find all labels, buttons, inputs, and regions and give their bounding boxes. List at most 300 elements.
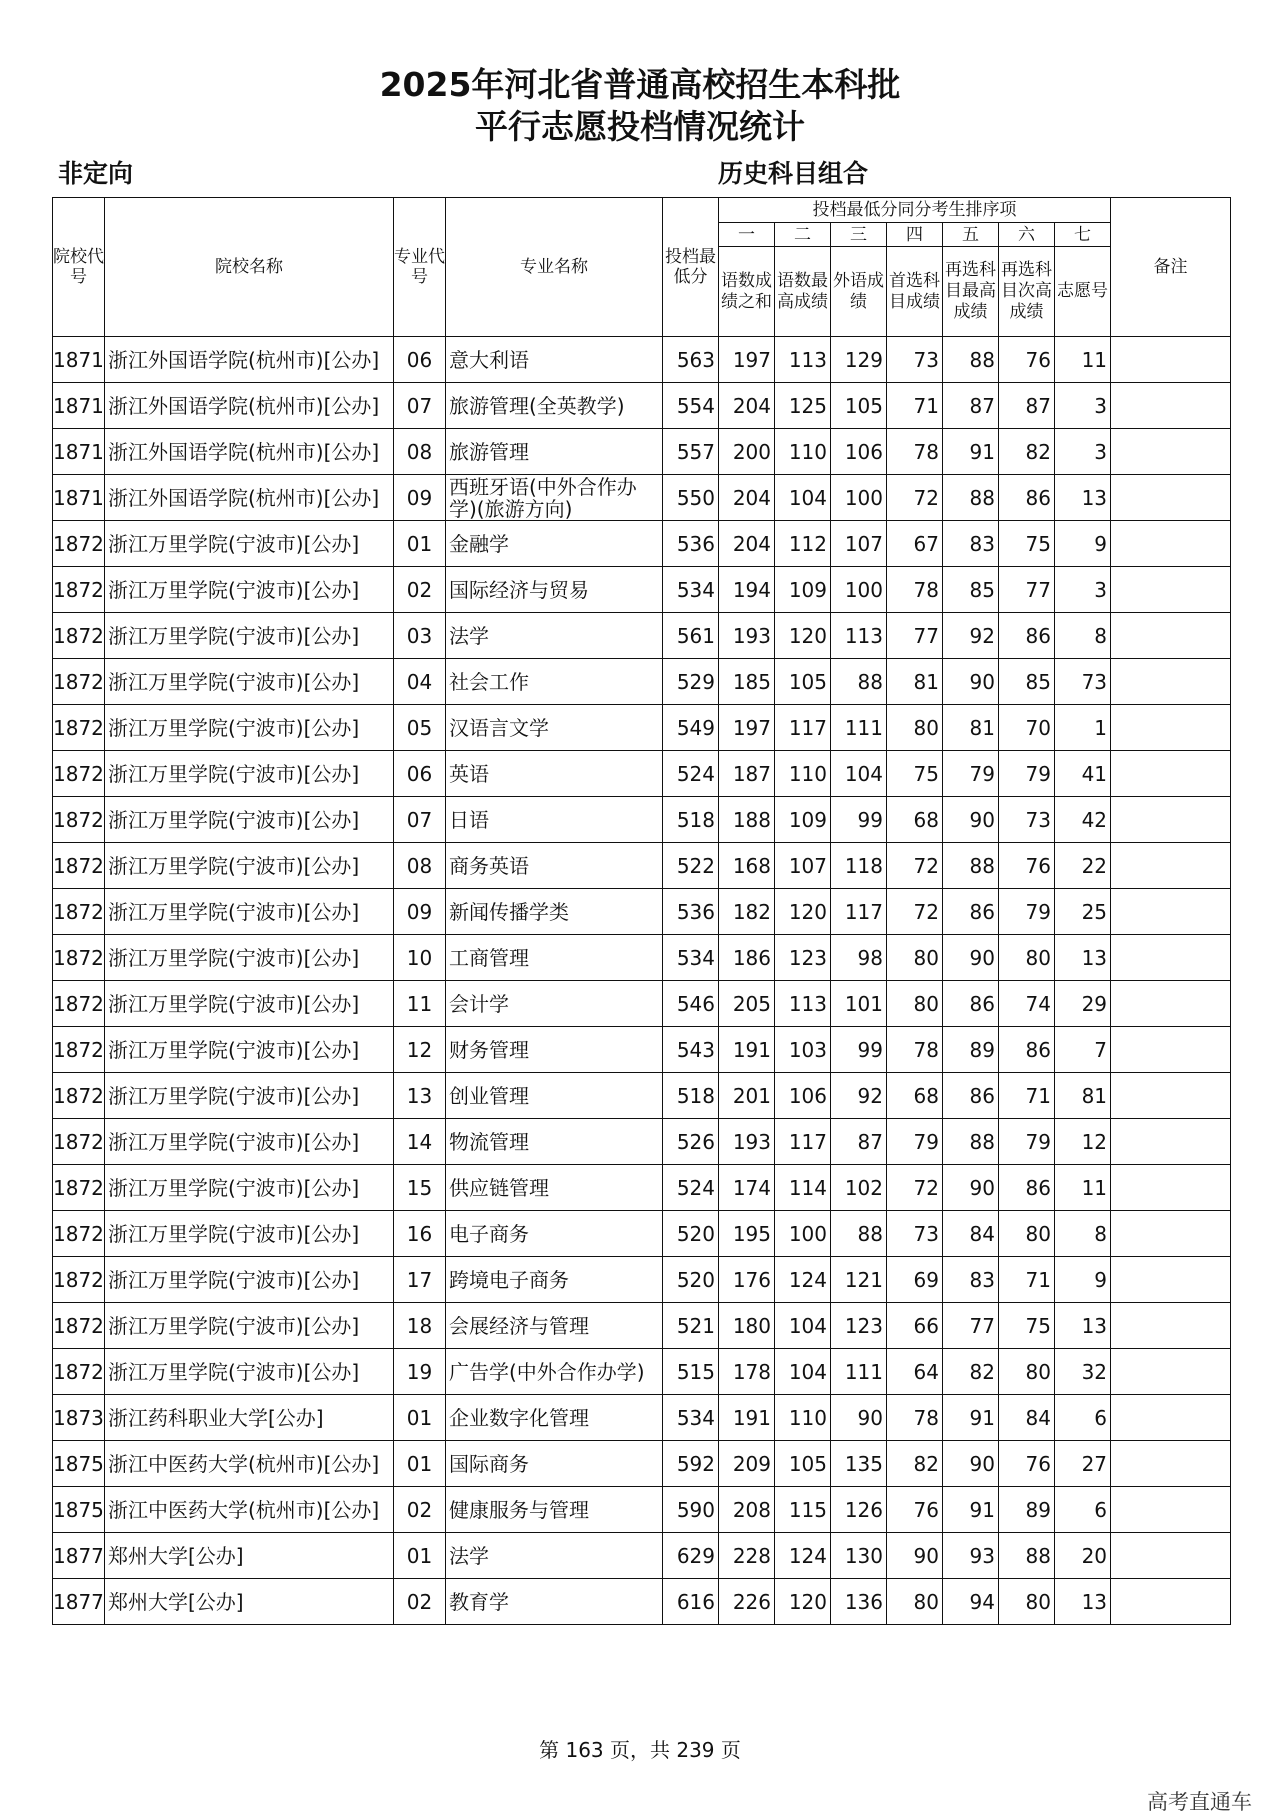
cell-min-score: 518 <box>663 1073 719 1119</box>
cell-tie-4: 77 <box>887 613 943 659</box>
cell-major-name: 物流管理 <box>446 1119 663 1165</box>
cell-school-name: 浙江中医药大学(杭州市)[公办] <box>105 1441 394 1487</box>
cell-tie-7: 12 <box>1055 1119 1111 1165</box>
cell-tie-6: 82 <box>999 429 1055 475</box>
cell-major-name: 财务管理 <box>446 1027 663 1073</box>
cell-tie-4: 90 <box>887 1533 943 1579</box>
cell-min-score: 543 <box>663 1027 719 1073</box>
cell-min-score: 557 <box>663 429 719 475</box>
cell-school-code: 1872 <box>53 751 105 797</box>
cell-tie-1: 182 <box>719 889 775 935</box>
cell-major-code: 04 <box>394 659 446 705</box>
cell-min-score: 520 <box>663 1211 719 1257</box>
table-row <box>53 1533 1231 1579</box>
table-row <box>53 797 1231 843</box>
cell-tie-6: 71 <box>999 1257 1055 1303</box>
cell-school-code: 1871 <box>53 475 105 521</box>
cell-tie-5: 83 <box>943 521 999 567</box>
cell-min-score: 522 <box>663 843 719 889</box>
cell-school-code: 1872 <box>53 659 105 705</box>
cell-tie-6: 79 <box>999 1119 1055 1165</box>
cell-tie-5: 86 <box>943 889 999 935</box>
cell-school-code: 1872 <box>53 1349 105 1395</box>
cell-tie-2: 104 <box>775 475 831 521</box>
cell-major-code: 01 <box>394 521 446 567</box>
cell-tie-7: 3 <box>1055 567 1111 613</box>
cell-tie-7: 13 <box>1055 1303 1111 1349</box>
cell-major-code: 05 <box>394 705 446 751</box>
cell-remark <box>1111 613 1231 659</box>
cell-school-code: 1872 <box>53 1073 105 1119</box>
cell-school-name: 浙江万里学院(宁波市)[公办] <box>105 889 394 935</box>
cell-school-name: 郑州大学[公办] <box>105 1533 394 1579</box>
cell-tie-1: 191 <box>719 1395 775 1441</box>
cell-min-score: 536 <box>663 521 719 567</box>
table-row <box>53 1073 1231 1119</box>
cell-tie-3: 104 <box>831 751 887 797</box>
cell-tie-3: 106 <box>831 429 887 475</box>
cell-remark <box>1111 705 1231 751</box>
cell-remark <box>1111 567 1231 613</box>
cell-major-name: 金融学 <box>446 521 663 567</box>
cell-tie-2: 105 <box>775 1441 831 1487</box>
table-row <box>53 1119 1231 1165</box>
cell-school-name: 浙江万里学院(宁波市)[公办] <box>105 1349 394 1395</box>
cell-major-name: 商务英语 <box>446 843 663 889</box>
cell-school-code: 1872 <box>53 1303 105 1349</box>
cell-tie-6: 75 <box>999 521 1055 567</box>
cell-tie-3: 87 <box>831 1119 887 1165</box>
cell-school-code: 1872 <box>53 1211 105 1257</box>
cell-tie-5: 91 <box>943 429 999 475</box>
cell-min-score: 534 <box>663 1395 719 1441</box>
table-row <box>53 843 1231 889</box>
cell-tie-2: 125 <box>775 383 831 429</box>
cell-tie-1: 209 <box>719 1441 775 1487</box>
cell-school-name: 浙江万里学院(宁波市)[公办] <box>105 567 394 613</box>
cell-school-code: 1877 <box>53 1533 105 1579</box>
cell-tie-3: 113 <box>831 613 887 659</box>
table-row <box>53 889 1231 935</box>
header-tie-item: 语数成绩之和 <box>719 247 775 337</box>
cell-tie-4: 78 <box>887 1027 943 1073</box>
cell-tie-7: 22 <box>1055 843 1111 889</box>
cell-school-name: 浙江万里学院(宁波市)[公办] <box>105 797 394 843</box>
cell-major-code: 19 <box>394 1349 446 1395</box>
cell-tie-3: 102 <box>831 1165 887 1211</box>
cell-remark <box>1111 1441 1231 1487</box>
cell-school-code: 1871 <box>53 429 105 475</box>
cell-tie-6: 87 <box>999 383 1055 429</box>
cell-school-name: 浙江万里学院(宁波市)[公办] <box>105 1073 394 1119</box>
cell-tie-1: 191 <box>719 1027 775 1073</box>
table-row <box>53 337 1231 383</box>
cell-tie-1: 193 <box>719 613 775 659</box>
cell-tie-6: 79 <box>999 889 1055 935</box>
cell-remark <box>1111 797 1231 843</box>
cell-tie-6: 84 <box>999 1395 1055 1441</box>
cell-tie-4: 82 <box>887 1441 943 1487</box>
table-row <box>53 1487 1231 1533</box>
cell-tie-5: 88 <box>943 475 999 521</box>
table-row <box>53 1211 1231 1257</box>
cell-tie-7: 13 <box>1055 1579 1111 1625</box>
cell-tie-6: 80 <box>999 1349 1055 1395</box>
watermark: 高考直通车 <box>1147 1790 1252 1814</box>
cell-tie-5: 84 <box>943 1211 999 1257</box>
cell-tie-1: 180 <box>719 1303 775 1349</box>
cell-school-code: 1877 <box>53 1579 105 1625</box>
cell-tie-7: 32 <box>1055 1349 1111 1395</box>
cell-tie-6: 80 <box>999 935 1055 981</box>
cell-tie-6: 80 <box>999 1579 1055 1625</box>
cell-major-name: 日语 <box>446 797 663 843</box>
cell-major-code: 14 <box>394 1119 446 1165</box>
cell-major-name: 工商管理 <box>446 935 663 981</box>
cell-tie-6: 77 <box>999 567 1055 613</box>
cell-tie-7: 3 <box>1055 429 1111 475</box>
cell-tie-3: 105 <box>831 383 887 429</box>
table-row <box>53 521 1231 567</box>
cell-tie-5: 89 <box>943 1027 999 1073</box>
cell-min-score: 520 <box>663 1257 719 1303</box>
cell-tie-2: 113 <box>775 337 831 383</box>
cell-school-name: 浙江万里学院(宁波市)[公办] <box>105 1303 394 1349</box>
cell-tie-4: 80 <box>887 981 943 1027</box>
cell-major-code: 02 <box>394 1487 446 1533</box>
cell-tie-4: 81 <box>887 659 943 705</box>
cell-remark <box>1111 1073 1231 1119</box>
cell-tie-7: 9 <box>1055 521 1111 567</box>
cell-remark <box>1111 843 1231 889</box>
cell-tie-3: 129 <box>831 337 887 383</box>
cell-school-name: 浙江万里学院(宁波市)[公办] <box>105 1119 394 1165</box>
cell-remark <box>1111 659 1231 705</box>
cell-major-name: 国际经济与贸易 <box>446 567 663 613</box>
cell-tie-6: 75 <box>999 1303 1055 1349</box>
cell-tie-3: 117 <box>831 889 887 935</box>
table-row <box>53 981 1231 1027</box>
cell-school-name: 浙江万里学院(宁波市)[公办] <box>105 935 394 981</box>
cell-tie-4: 72 <box>887 475 943 521</box>
cell-school-name: 浙江外国语学院(杭州市)[公办] <box>105 337 394 383</box>
header-tie-number: 一 <box>719 223 775 247</box>
table-row <box>53 613 1231 659</box>
cell-school-code: 1872 <box>53 705 105 751</box>
cell-tie-7: 73 <box>1055 659 1111 705</box>
cell-tie-1: 204 <box>719 521 775 567</box>
cell-tie-6: 80 <box>999 1211 1055 1257</box>
cell-tie-2: 106 <box>775 1073 831 1119</box>
cell-tie-7: 8 <box>1055 613 1111 659</box>
cell-school-name: 浙江中医药大学(杭州市)[公办] <box>105 1487 394 1533</box>
cell-tie-4: 69 <box>887 1257 943 1303</box>
cell-major-code: 12 <box>394 1027 446 1073</box>
cell-school-name: 浙江万里学院(宁波市)[公办] <box>105 981 394 1027</box>
cell-tie-3: 107 <box>831 521 887 567</box>
cell-min-score: 529 <box>663 659 719 705</box>
cell-tie-2: 120 <box>775 889 831 935</box>
table-row <box>53 935 1231 981</box>
cell-tie-1: 178 <box>719 1349 775 1395</box>
cell-remark <box>1111 889 1231 935</box>
cell-major-name: 会展经济与管理 <box>446 1303 663 1349</box>
page-title-line2: 平行志愿投档情况统计 <box>475 107 805 146</box>
cell-tie-6: 74 <box>999 981 1055 1027</box>
cell-tie-7: 20 <box>1055 1533 1111 1579</box>
cell-tie-5: 88 <box>943 1119 999 1165</box>
cell-tie-6: 79 <box>999 751 1055 797</box>
cell-tie-2: 107 <box>775 843 831 889</box>
subtitle-direction: 非定向 <box>58 159 134 188</box>
cell-school-name: 浙江万里学院(宁波市)[公办] <box>105 521 394 567</box>
cell-tie-4: 66 <box>887 1303 943 1349</box>
cell-school-code: 1872 <box>53 1119 105 1165</box>
cell-tie-2: 103 <box>775 1027 831 1073</box>
cell-major-name: 电子商务 <box>446 1211 663 1257</box>
cell-major-code: 15 <box>394 1165 446 1211</box>
cell-school-name: 浙江万里学院(宁波市)[公办] <box>105 1257 394 1303</box>
cell-tie-1: 205 <box>719 981 775 1027</box>
cell-tie-4: 75 <box>887 751 943 797</box>
header-min-score: 投档最低分 <box>663 198 719 337</box>
cell-remark <box>1111 981 1231 1027</box>
cell-tie-6: 76 <box>999 843 1055 889</box>
cell-tie-4: 72 <box>887 889 943 935</box>
cell-tie-5: 91 <box>943 1395 999 1441</box>
cell-remark <box>1111 383 1231 429</box>
cell-school-code: 1875 <box>53 1441 105 1487</box>
cell-tie-7: 6 <box>1055 1395 1111 1441</box>
cell-min-score: 536 <box>663 889 719 935</box>
cell-tie-7: 9 <box>1055 1257 1111 1303</box>
cell-min-score: 534 <box>663 567 719 613</box>
cell-major-code: 11 <box>394 981 446 1027</box>
cell-school-name: 浙江万里学院(宁波市)[公办] <box>105 613 394 659</box>
cell-tie-3: 135 <box>831 1441 887 1487</box>
cell-tie-3: 98 <box>831 935 887 981</box>
cell-tie-1: 200 <box>719 429 775 475</box>
cell-school-code: 1871 <box>53 383 105 429</box>
table-row <box>53 1165 1231 1211</box>
cell-major-code: 02 <box>394 567 446 613</box>
cell-school-name: 浙江万里学院(宁波市)[公办] <box>105 1027 394 1073</box>
header-tie-item: 志愿号 <box>1055 247 1111 337</box>
cell-tie-3: 136 <box>831 1579 887 1625</box>
cell-tie-1: 195 <box>719 1211 775 1257</box>
cell-tie-3: 101 <box>831 981 887 1027</box>
cell-tie-5: 91 <box>943 1487 999 1533</box>
cell-major-code: 07 <box>394 383 446 429</box>
cell-tie-7: 41 <box>1055 751 1111 797</box>
cell-tie-3: 130 <box>831 1533 887 1579</box>
cell-remark <box>1111 337 1231 383</box>
cell-remark <box>1111 1119 1231 1165</box>
cell-tie-1: 197 <box>719 337 775 383</box>
cell-school-code: 1872 <box>53 981 105 1027</box>
table-row <box>53 659 1231 705</box>
cell-tie-3: 88 <box>831 659 887 705</box>
cell-tie-5: 88 <box>943 843 999 889</box>
cell-tie-7: 29 <box>1055 981 1111 1027</box>
cell-tie-5: 88 <box>943 337 999 383</box>
cell-school-name: 浙江万里学院(宁波市)[公办] <box>105 1165 394 1211</box>
cell-tie-2: 124 <box>775 1257 831 1303</box>
cell-tie-7: 3 <box>1055 383 1111 429</box>
cell-tie-7: 1 <box>1055 705 1111 751</box>
cell-tie-6: 70 <box>999 705 1055 751</box>
table-row <box>53 1579 1231 1625</box>
cell-tie-5: 83 <box>943 1257 999 1303</box>
cell-tie-5: 90 <box>943 935 999 981</box>
cell-tie-5: 87 <box>943 383 999 429</box>
header-tie-group: 投档最低分同分考生排序项 <box>719 198 1111 223</box>
cell-remark <box>1111 521 1231 567</box>
header-major-code: 专业代号 <box>394 198 446 337</box>
cell-remark <box>1111 1027 1231 1073</box>
cell-min-score: 515 <box>663 1349 719 1395</box>
cell-major-code: 01 <box>394 1533 446 1579</box>
cell-tie-4: 80 <box>887 1579 943 1625</box>
cell-min-score: 629 <box>663 1533 719 1579</box>
cell-major-name: 健康服务与管理 <box>446 1487 663 1533</box>
cell-tie-5: 86 <box>943 1073 999 1119</box>
cell-major-name: 会计学 <box>446 981 663 1027</box>
cell-tie-1: 197 <box>719 705 775 751</box>
cell-tie-2: 115 <box>775 1487 831 1533</box>
header-tie-number: 二 <box>775 223 831 247</box>
cell-min-score: 518 <box>663 797 719 843</box>
cell-school-name: 浙江外国语学院(杭州市)[公办] <box>105 475 394 521</box>
cell-tie-1: 194 <box>719 567 775 613</box>
cell-tie-1: 228 <box>719 1533 775 1579</box>
cell-remark <box>1111 1349 1231 1395</box>
cell-remark <box>1111 1211 1231 1257</box>
cell-tie-2: 124 <box>775 1533 831 1579</box>
table-row <box>53 1349 1231 1395</box>
cell-tie-1: 201 <box>719 1073 775 1119</box>
cell-tie-6: 86 <box>999 613 1055 659</box>
cell-min-score: 534 <box>663 935 719 981</box>
cell-min-score: 546 <box>663 981 719 1027</box>
cell-school-code: 1872 <box>53 613 105 659</box>
cell-tie-5: 90 <box>943 797 999 843</box>
cell-tie-5: 90 <box>943 1441 999 1487</box>
cell-remark <box>1111 751 1231 797</box>
cell-major-code: 02 <box>394 1579 446 1625</box>
cell-tie-5: 92 <box>943 613 999 659</box>
cell-tie-5: 85 <box>943 567 999 613</box>
cell-major-name: 广告学(中外合作办学) <box>446 1349 663 1395</box>
cell-school-name: 浙江万里学院(宁波市)[公办] <box>105 1211 394 1257</box>
cell-tie-3: 121 <box>831 1257 887 1303</box>
header-tie-number: 七 <box>1055 223 1111 247</box>
cell-tie-6: 85 <box>999 659 1055 705</box>
cell-major-name: 旅游管理 <box>446 429 663 475</box>
header-school-code: 院校代号 <box>53 198 105 337</box>
cell-tie-1: 226 <box>719 1579 775 1625</box>
cell-major-code: 09 <box>394 475 446 521</box>
cell-school-code: 1872 <box>53 797 105 843</box>
cell-tie-7: 6 <box>1055 1487 1111 1533</box>
cell-tie-5: 93 <box>943 1533 999 1579</box>
cell-tie-1: 208 <box>719 1487 775 1533</box>
cell-remark <box>1111 1395 1231 1441</box>
cell-tie-6: 76 <box>999 337 1055 383</box>
cell-tie-3: 88 <box>831 1211 887 1257</box>
cell-tie-4: 72 <box>887 843 943 889</box>
cell-tie-2: 109 <box>775 567 831 613</box>
cell-tie-3: 100 <box>831 567 887 613</box>
cell-major-code: 08 <box>394 843 446 889</box>
cell-school-code: 1873 <box>53 1395 105 1441</box>
cell-tie-1: 168 <box>719 843 775 889</box>
cell-tie-2: 110 <box>775 751 831 797</box>
cell-tie-7: 11 <box>1055 1165 1111 1211</box>
cell-tie-1: 193 <box>719 1119 775 1165</box>
cell-remark <box>1111 1303 1231 1349</box>
cell-school-name: 浙江外国语学院(杭州市)[公办] <box>105 383 394 429</box>
cell-remark <box>1111 935 1231 981</box>
cell-tie-2: 110 <box>775 1395 831 1441</box>
cell-school-code: 1872 <box>53 1027 105 1073</box>
cell-min-score: 550 <box>663 475 719 521</box>
cell-school-code: 1875 <box>53 1487 105 1533</box>
cell-min-score: 616 <box>663 1579 719 1625</box>
cell-tie-2: 104 <box>775 1349 831 1395</box>
cell-major-name: 意大利语 <box>446 337 663 383</box>
cell-tie-3: 111 <box>831 705 887 751</box>
cell-major-code: 16 <box>394 1211 446 1257</box>
cell-tie-6: 89 <box>999 1487 1055 1533</box>
cell-major-name: 英语 <box>446 751 663 797</box>
cell-remark <box>1111 1165 1231 1211</box>
header-school-name: 院校名称 <box>105 198 394 337</box>
cell-school-code: 1872 <box>53 521 105 567</box>
cell-tie-2: 113 <box>775 981 831 1027</box>
cell-tie-1: 174 <box>719 1165 775 1211</box>
cell-tie-7: 27 <box>1055 1441 1111 1487</box>
cell-tie-7: 13 <box>1055 475 1111 521</box>
cell-tie-4: 78 <box>887 429 943 475</box>
cell-tie-7: 42 <box>1055 797 1111 843</box>
cell-tie-2: 112 <box>775 521 831 567</box>
cell-school-code: 1871 <box>53 337 105 383</box>
cell-min-score: 524 <box>663 1165 719 1211</box>
cell-tie-4: 80 <box>887 705 943 751</box>
cell-min-score: 561 <box>663 613 719 659</box>
cell-tie-7: 25 <box>1055 889 1111 935</box>
cell-school-name: 浙江万里学院(宁波市)[公办] <box>105 751 394 797</box>
cell-min-score: 590 <box>663 1487 719 1533</box>
table-row <box>53 751 1231 797</box>
cell-tie-2: 109 <box>775 797 831 843</box>
table-row <box>53 383 1231 429</box>
table-row <box>53 475 1231 521</box>
subtitle-subject-group: 历史科目组合 <box>718 159 869 188</box>
cell-tie-1: 188 <box>719 797 775 843</box>
cell-min-score: 592 <box>663 1441 719 1487</box>
cell-remark <box>1111 475 1231 521</box>
cell-tie-4: 67 <box>887 521 943 567</box>
cell-major-code: 17 <box>394 1257 446 1303</box>
cell-tie-2: 110 <box>775 429 831 475</box>
header-tie-number: 六 <box>999 223 1055 247</box>
cell-tie-1: 186 <box>719 935 775 981</box>
cell-tie-7: 11 <box>1055 337 1111 383</box>
table-row <box>53 1441 1231 1487</box>
cell-major-name: 跨境电子商务 <box>446 1257 663 1303</box>
